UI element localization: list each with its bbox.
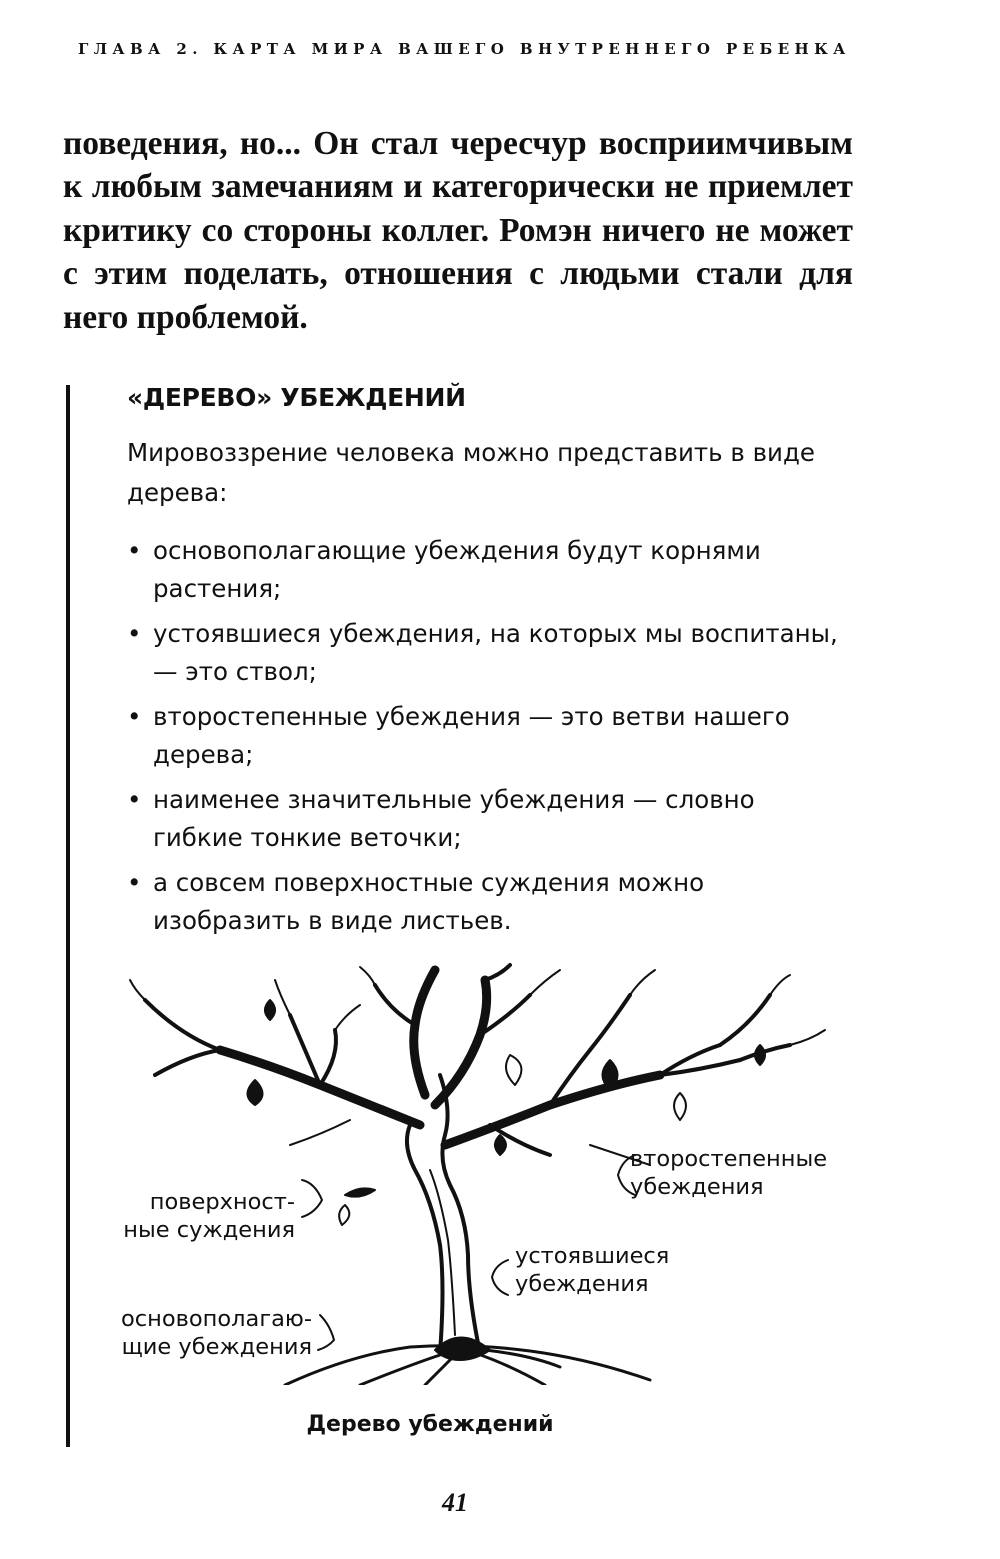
- body-paragraph: [63, 122, 853, 339]
- callout-fundamental: [90, 1305, 312, 1361]
- belief-tree-illustration: [90, 955, 850, 1385]
- page-number: 41: [442, 1488, 468, 1517]
- bullet-icon: •: [127, 536, 142, 565]
- callout-superficial-line1: поверхност-: [149, 1189, 295, 1215]
- beliefs-list: [127, 532, 847, 947]
- callout-established-line2: убеждения: [515, 1271, 649, 1297]
- trunk-right: [440, 1075, 480, 1353]
- bullet-icon: •: [127, 702, 142, 731]
- paragraph-text: поведения, но... Он стал чересчур восприимчивым к любым замечаниям и категорически не приемлет критику со стороны коллег. Ромэн ничего не может с этим поделать, отношения с людьми стали для него проблемой.: [63, 125, 853, 336]
- sidebar-intro-text: Мировоззрение человека можно представить в виде дерева:: [127, 438, 815, 507]
- list-item-text: устоявшиеся убеждения, на которых мы воспитаны, — это ствол;: [153, 619, 838, 686]
- callout-fundamental-line1: основополагаю-: [121, 1306, 312, 1332]
- callout-superficial: [90, 1188, 295, 1244]
- running-head: ГЛАВА 2. КАРТА МИРА ВАШЕГО ВНУТРЕННЕГО РЕБЕНКА: [78, 40, 851, 58]
- callout-secondary-line2: убеждения: [630, 1174, 764, 1200]
- bullet-icon: •: [127, 868, 142, 897]
- callout-established: [515, 1242, 669, 1298]
- callout-fundamental-line2: щие убеждения: [121, 1334, 312, 1360]
- callout-secondary-line1: второстепенные: [630, 1146, 828, 1172]
- list-item: [127, 698, 847, 774]
- trunk-left: [407, 1125, 443, 1353]
- list-item-text: а совсем поверхностные суждения можно изобразить в виде листьев.: [153, 868, 705, 935]
- sidebar-rule: [66, 385, 70, 1447]
- list-item: [127, 615, 847, 691]
- sidebar-title: «ДЕРЕВО» УБЕЖДЕНИЙ: [127, 383, 466, 412]
- list-item-text: основополагающие убеждения будут корнями растения;: [153, 536, 761, 603]
- callout-superficial-line2: ные суждения: [123, 1217, 295, 1243]
- sidebar-intro: [127, 433, 847, 513]
- callout-established-line1: устоявшиеся: [515, 1243, 670, 1269]
- main-branches: [220, 970, 660, 1145]
- list-item: [127, 864, 847, 940]
- bullet-icon: •: [127, 619, 142, 648]
- bullet-icon: •: [127, 785, 142, 814]
- list-item-text: наименее значительные убеждения — словно гибкие тонкие веточки;: [153, 785, 755, 852]
- list-item: [127, 781, 847, 857]
- list-item: [127, 532, 847, 608]
- figure-caption: Дерево убеждений: [306, 1412, 554, 1437]
- callout-secondary: [630, 1145, 827, 1201]
- list-item-text: второстепенные убеждения — это ветви нашего дерева;: [153, 702, 790, 769]
